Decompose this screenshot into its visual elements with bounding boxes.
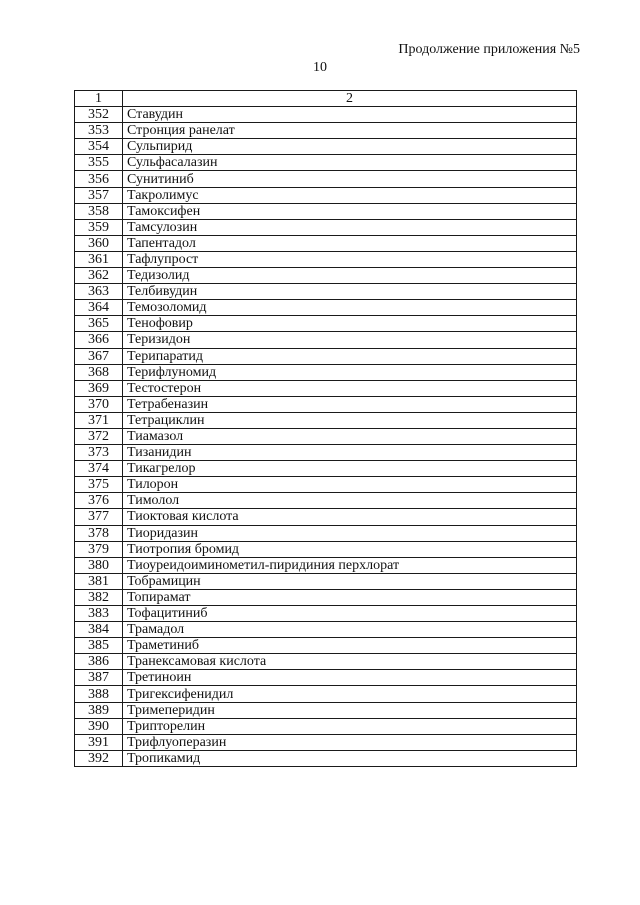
drug-name: Тобрамицин [123, 573, 577, 589]
drug-name: Такролимус [123, 187, 577, 203]
drug-name: Тикагрелор [123, 461, 577, 477]
table-row [75, 123, 577, 139]
row-number: 391 [75, 734, 123, 750]
table-row [75, 251, 577, 267]
table-row [75, 606, 577, 622]
drug-name: Терипаратид [123, 348, 577, 364]
page-number: 10 [313, 60, 327, 75]
row-number: 380 [75, 557, 123, 573]
row-number: 354 [75, 139, 123, 155]
row-number: 378 [75, 525, 123, 541]
drug-name: Тиотропия бромид [123, 541, 577, 557]
row-number: 364 [75, 300, 123, 316]
column-header-number: 1 [75, 91, 123, 107]
drug-name: Сунитиниб [123, 171, 577, 187]
drug-name: Трипторелин [123, 718, 577, 734]
row-number: 379 [75, 541, 123, 557]
table-row [75, 219, 577, 235]
drug-name: Сульфасалазин [123, 155, 577, 171]
table-row [75, 316, 577, 332]
table-row [75, 380, 577, 396]
table-row [75, 557, 577, 573]
drug-name: Третиноин [123, 670, 577, 686]
row-number: 373 [75, 445, 123, 461]
drug-name: Тестостерон [123, 380, 577, 396]
table-row [75, 525, 577, 541]
drug-name: Тамоксифен [123, 203, 577, 219]
table-row [75, 670, 577, 686]
drug-name: Тримеперидин [123, 702, 577, 718]
drug-name: Тетрациклин [123, 412, 577, 428]
table-row [75, 445, 577, 461]
row-number: 367 [75, 348, 123, 364]
table-row [75, 235, 577, 251]
table-row [75, 428, 577, 444]
drug-name: Теризидон [123, 332, 577, 348]
row-number: 377 [75, 509, 123, 525]
row-number: 355 [75, 155, 123, 171]
table-row [75, 541, 577, 557]
row-number: 385 [75, 638, 123, 654]
drug-name: Трифлуоперазин [123, 734, 577, 750]
row-number: 371 [75, 412, 123, 428]
table-row [75, 107, 577, 123]
drug-name: Тапентадол [123, 235, 577, 251]
row-number: 386 [75, 654, 123, 670]
row-number: 363 [75, 284, 123, 300]
row-number: 383 [75, 606, 123, 622]
drug-name: Тофацитиниб [123, 606, 577, 622]
table-row [75, 622, 577, 638]
row-number: 382 [75, 589, 123, 605]
drug-name: Тиоридазин [123, 525, 577, 541]
drug-name: Тропикамид [123, 750, 577, 766]
row-number: 369 [75, 380, 123, 396]
row-number: 360 [75, 235, 123, 251]
table-row [75, 171, 577, 187]
table-row [75, 734, 577, 750]
drug-name: Сульпирид [123, 139, 577, 155]
table-row [75, 638, 577, 654]
table-row [75, 750, 577, 766]
row-number: 361 [75, 251, 123, 267]
drug-name: Тедизолид [123, 268, 577, 284]
drug-name: Тилорон [123, 477, 577, 493]
row-number: 368 [75, 364, 123, 380]
drug-name: Тамсулозин [123, 219, 577, 235]
drug-name: Тафлупрост [123, 251, 577, 267]
drug-name: Тетрабеназин [123, 396, 577, 412]
table-row [75, 396, 577, 412]
row-number: 392 [75, 750, 123, 766]
table-row [75, 203, 577, 219]
table-row [75, 493, 577, 509]
row-number: 357 [75, 187, 123, 203]
drug-name: Трамадол [123, 622, 577, 638]
table-row [75, 589, 577, 605]
table-row [75, 364, 577, 380]
row-number: 375 [75, 477, 123, 493]
table-header-row [75, 91, 577, 107]
table-row [75, 718, 577, 734]
row-number: 366 [75, 332, 123, 348]
continuation-heading: Продолжение приложения №5 [398, 42, 580, 57]
column-header-name: 2 [123, 91, 577, 107]
row-number: 370 [75, 396, 123, 412]
drug-name: Топирамат [123, 589, 577, 605]
drug-list-table [74, 90, 577, 767]
drug-name: Телбивудин [123, 284, 577, 300]
drug-name: Тиоктовая кислота [123, 509, 577, 525]
drug-name: Тиоуреидоиминометил-пиридиния перхлорат [123, 557, 577, 573]
table-row [75, 268, 577, 284]
row-number: 352 [75, 107, 123, 123]
drug-name: Транексамовая кислота [123, 654, 577, 670]
drug-name: Тригексифенидил [123, 686, 577, 702]
table-row [75, 332, 577, 348]
table-row [75, 284, 577, 300]
row-number: 387 [75, 670, 123, 686]
drug-name: Ставудин [123, 107, 577, 123]
row-number: 388 [75, 686, 123, 702]
drug-name: Терифлуномид [123, 364, 577, 380]
table-row [75, 477, 577, 493]
row-number: 362 [75, 268, 123, 284]
table-row [75, 187, 577, 203]
table-row [75, 702, 577, 718]
drug-name: Тенофовир [123, 316, 577, 332]
table-row [75, 686, 577, 702]
row-number: 390 [75, 718, 123, 734]
row-number: 381 [75, 573, 123, 589]
row-number: 389 [75, 702, 123, 718]
row-number: 359 [75, 219, 123, 235]
drug-name: Тиамазол [123, 428, 577, 444]
drug-name: Тимолол [123, 493, 577, 509]
table-row [75, 155, 577, 171]
table-row [75, 300, 577, 316]
drug-name: Траметиниб [123, 638, 577, 654]
row-number: 358 [75, 203, 123, 219]
table-row [75, 461, 577, 477]
row-number: 356 [75, 171, 123, 187]
row-number: 384 [75, 622, 123, 638]
table-row [75, 139, 577, 155]
row-number: 353 [75, 123, 123, 139]
table-row [75, 654, 577, 670]
row-number: 372 [75, 428, 123, 444]
row-number: 376 [75, 493, 123, 509]
table-row [75, 412, 577, 428]
drug-name: Стронция ранелат [123, 123, 577, 139]
row-number: 374 [75, 461, 123, 477]
drug-name: Тизанидин [123, 445, 577, 461]
table-row [75, 348, 577, 364]
drug-name: Темозоломид [123, 300, 577, 316]
row-number: 365 [75, 316, 123, 332]
table-row [75, 509, 577, 525]
table-row [75, 573, 577, 589]
